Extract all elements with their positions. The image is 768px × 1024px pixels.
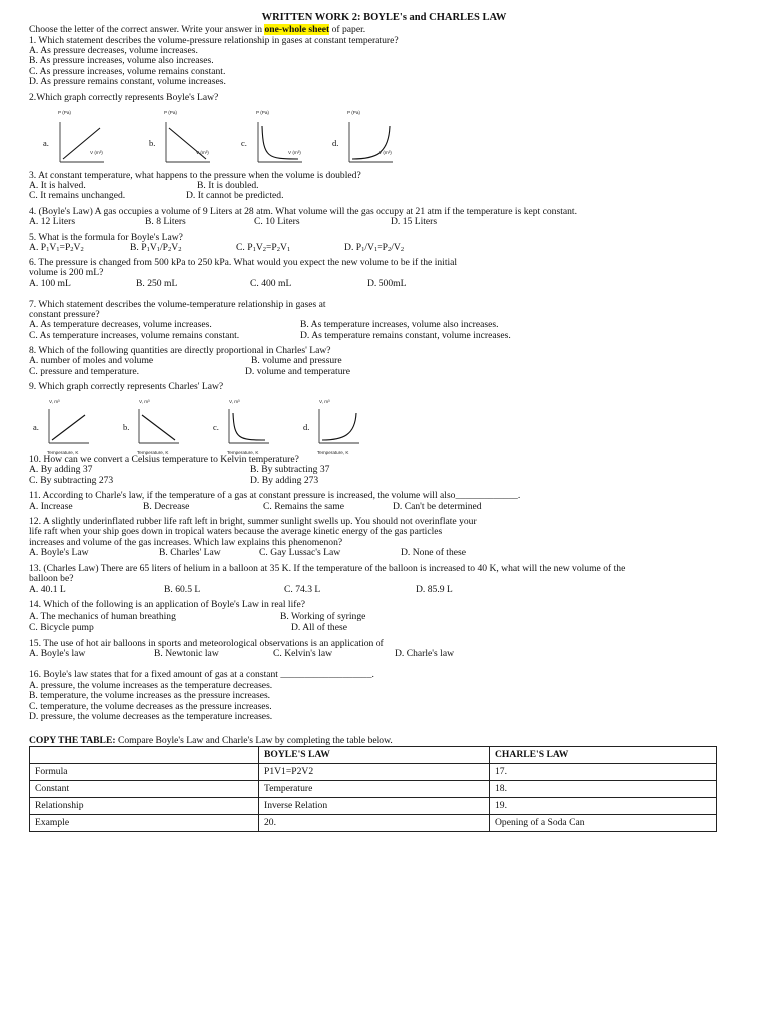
q12-option-c: C. Gay Lussac's Law: [259, 547, 341, 558]
table-row: [30, 798, 717, 815]
q1-option-d: D. As pressure remains constant, volume increases.: [29, 76, 226, 87]
q11-option-a: A. Increase: [29, 501, 73, 512]
graph-y-axis-label: P (Pa): [58, 110, 71, 115]
q4-option-c: C. 10 Liters: [254, 216, 300, 227]
table-cell: 20.: [259, 815, 490, 832]
table-instructions: [29, 736, 393, 747]
graph-x-axis-label: Temperature, K: [227, 450, 259, 455]
table-cell: 18.: [490, 781, 717, 798]
q15-option-b: B. Newtonic law: [154, 648, 219, 659]
q2-graphs: [36, 106, 406, 164]
table-row: [30, 815, 717, 832]
instructions: [29, 25, 365, 36]
q14-option-c: C. Bicycle pump: [29, 622, 94, 633]
q8-option-d: D. volume and temperature: [245, 366, 350, 377]
row-label: Constant: [30, 781, 259, 798]
q12-stem-line2: life raft when your ship goes down in tropical waters because the average kinetic energy of the gas particles: [29, 526, 443, 537]
q12-stem-line3: increases and volume of the gas increases. Which law explains this phenomenon?: [29, 537, 343, 548]
q14-option-d: D. All of these: [291, 622, 347, 633]
graph-y-axis-label: V, m³: [319, 399, 330, 404]
table-cell: Opening of a Soda Can: [490, 815, 717, 832]
q10-stem: 10. How can we convert a Celsius temperature to Kelvin temperature?: [29, 454, 299, 465]
q12-option-d: D. None of these: [401, 547, 467, 558]
q16-option-c: C. temperature, the volume decreases as the pressure increases.: [29, 701, 272, 712]
table-label: COPY THE TABLE:: [29, 735, 116, 746]
q4-stem: 4. (Boyle's Law) A gas occupies a volume of 9 Liters at 28 atm. What volume will the gas occupy at 21 atm if the temperature is kept constant.: [29, 206, 577, 217]
worksheet-title: WRITTEN WORK 2: BOYLE's and CHARLES LAW: [261, 12, 507, 23]
q5-option-b: B. $P_1V_1/P_2V_2$: [130, 242, 182, 253]
q10-option-d: D. By adding 273: [250, 475, 319, 486]
q9-stem: 9. Which graph correctly represents Charles' Law?: [29, 381, 224, 392]
instructions-highlight: one-whole sheet: [264, 24, 330, 35]
q5-option-d: D. $P_1/V_1=P_2/V_2$: [344, 242, 405, 253]
graph-curve: [142, 415, 175, 440]
instructions-text: Choose the letter of the correct answer. Write your answer in: [29, 24, 265, 35]
table-cell: 17.: [490, 764, 717, 781]
q13-option-d: D. 85.9 L: [416, 584, 453, 595]
q7-stem-line2: constant pressure?: [29, 309, 100, 320]
q6-stem-line1: 6. The pressure is changed from 500 kPa to 250 kPa. What would you expect the new volume to be if the initial: [29, 257, 458, 268]
row-label: Formula: [30, 764, 259, 781]
graph-x-axis-label: V (m³): [379, 150, 392, 155]
q11-option-b: B. Decrease: [143, 501, 190, 512]
q6-option-d: D. 500mL: [367, 278, 407, 289]
q8-stem: 8. Which of the following quantities are directly proportional in Charles' Law?: [29, 345, 331, 356]
header-cell-blank: [30, 747, 259, 764]
q13-stem-line1: 13. (Charles Law) There are 65 liters of helium in a balloon at 35 K. If the temperature of the balloon is increased to 40 K, what will the new volume of the: [29, 563, 626, 574]
header-cell-boyles-law: BOYLE'S LAW: [259, 747, 490, 764]
q7-option-a: A. As temperature decreases, volume increases.: [29, 319, 212, 330]
q8-option-a: A. number of moles and volume: [29, 355, 154, 366]
graph-y-axis-label: V, m³: [49, 399, 60, 404]
table-cell: Inverse Relation: [259, 798, 490, 815]
q9-graphs: [30, 396, 390, 458]
graph-letter: d.: [303, 422, 310, 432]
table-instruction-text: Compare Boyle's Law and Charle's Law by completing the table below.: [115, 735, 393, 746]
graph-y-axis-label: V, m³: [229, 399, 240, 404]
instructions-tail: of paper.: [329, 24, 366, 35]
q4-option-a: A. 12 Liters: [29, 216, 76, 227]
table-cell: Temperature: [259, 781, 490, 798]
q16-option-d: D. pressure, the volume decreases as the temperature increases.: [29, 711, 273, 722]
q14-option-a: A. The mechanics of human breathing: [29, 611, 176, 622]
q7-stem-line1: 7. Which statement describes the volume-temperature relationship in gases at: [29, 299, 326, 310]
q3-stem: 3. At constant temperature, what happens to the pressure when the volume is doubled?: [29, 170, 361, 181]
graph-curve: [52, 415, 85, 440]
q2-graph-strip: [36, 106, 406, 164]
q15-option-d: D. Charle's law: [395, 648, 455, 659]
q11-option-c: C. Remains the same: [263, 501, 344, 512]
q8-option-c: C. pressure and temperature.: [29, 366, 140, 377]
q15-stem: 15. The use of hot air balloons in sports and meteorological observations is an application of: [29, 638, 384, 649]
graph-y-axis-label: P (Pa): [347, 110, 360, 115]
graph-x-axis-label: Temperature, K: [317, 450, 349, 455]
q6-option-a: A. 100 mL: [29, 278, 71, 289]
q3-option-c: C. It remains unchanged.: [29, 190, 126, 201]
graph-x-axis-label: Temperature, K: [47, 450, 79, 455]
q8-option-b: B. volume and pressure: [251, 355, 342, 366]
q15-option-c: C. Kelvin's law: [273, 648, 333, 659]
q1-option-a: A. As pressure decreases, volume increases.: [29, 45, 198, 56]
q12-option-b: B. Charles' Law: [159, 547, 221, 558]
q15-option-a: A. Boyle's law: [29, 648, 86, 659]
table-cell: 19.: [490, 798, 717, 815]
q5-option-c: C. $P_1V_2=P_2V_1$: [236, 242, 291, 253]
table-row: [30, 764, 717, 781]
q5-stem: 5. What is the formula for Boyle's Law?: [29, 232, 183, 243]
graph-letter: b.: [149, 138, 156, 148]
q1-stem: 1. Which statement describes the volume-pressure relationship in gases at constant temperature?: [29, 35, 399, 46]
graph-letter: c.: [241, 138, 247, 148]
q4-option-d: D. 15 Liters: [391, 216, 438, 227]
q13-option-c: C. 74.3 L: [284, 584, 321, 595]
q12-stem-line1: 12. A slightly underinflated rubber life raft left in bright, summer sunlight swells up. You should not overinflate your: [29, 516, 477, 527]
q9-graph-strip: [30, 396, 390, 458]
graph-letter: d.: [332, 138, 339, 148]
graph-y-axis-label: P (Pa): [256, 110, 269, 115]
q6-option-b: B. 250 mL: [136, 278, 178, 289]
q10-option-b: B. By subtracting 37: [250, 464, 330, 475]
q10-option-c: C. By subtracting 273: [29, 475, 114, 486]
q6-stem-line2: volume is 200 mL?: [29, 267, 104, 278]
q14-option-b: B. Working of syringe: [280, 611, 366, 622]
header-cell-charles-law: CHARLE'S LAW: [490, 747, 717, 764]
q16-stem: 16. Boyle's law states that for a fixed amount of gas at a constant ___________________.: [29, 669, 374, 680]
graph-letter: c.: [213, 422, 219, 432]
graph-letter: b.: [123, 422, 130, 432]
graph-x-axis-label: V (m³): [90, 150, 103, 155]
q7-option-d: D. As temperature remains constant, volume increases.: [300, 330, 511, 341]
graph-y-axis-label: V, m³: [139, 399, 150, 404]
q2-stem: 2.Which graph correctly represents Boyle's Law?: [29, 92, 219, 103]
graph-x-axis-label: V (m³): [288, 150, 301, 155]
q11-option-d: D. Can't be determined: [393, 501, 482, 512]
q3-option-a: A. It is halved.: [29, 180, 86, 191]
q7-option-c: C. As temperature increases, volume remains constant.: [29, 330, 240, 341]
q13-option-a: A. 40.1 L: [29, 584, 66, 595]
q4-option-b: B. 8 Liters: [145, 216, 186, 227]
q5-option-a: A. $P_1V_1=P_2V_2$: [29, 242, 84, 253]
table-cell: P1V1=P2V2: [259, 764, 490, 781]
q1-option-b: B. As pressure increases, volume also increases.: [29, 55, 214, 66]
q1-option-c: C. As pressure increases, volume remains constant.: [29, 66, 226, 77]
q7-option-b: B. As temperature increases, volume also increases.: [300, 319, 499, 330]
graph-x-axis-label: V (m³): [196, 150, 209, 155]
graph-letter: a.: [43, 138, 49, 148]
graph-y-axis-label: P (Pa): [164, 110, 177, 115]
graph-x-axis-label: Temperature, K: [137, 450, 169, 455]
graph-letter: a.: [33, 422, 39, 432]
table-row: [30, 781, 717, 798]
comparison-table: [29, 746, 717, 832]
q16-option-a: A. pressure, the volume increases as the temperature decreases.: [29, 680, 273, 691]
q11-stem: 11. According to Charle's law, if the temperature of a gas at constant pressure is increased, the volume will also_____________.: [29, 490, 521, 501]
table-header-row: [30, 747, 717, 764]
q14-stem: 14. Which of the following is an application of Boyle's Law in real life?: [29, 599, 305, 610]
graph-curve: [322, 413, 356, 440]
q13-option-b: B. 60.5 L: [164, 584, 201, 595]
q3-option-d: D. It cannot be predicted.: [186, 190, 284, 201]
q6-option-c: C. 400 mL: [250, 278, 292, 289]
graph-curve: [233, 413, 265, 440]
q12-option-a: A. Boyle's Law: [29, 547, 89, 558]
q3-option-b: B. It is doubled.: [197, 180, 259, 191]
q16-option-b: B. temperature, the volume increases as the pressure increases.: [29, 690, 271, 701]
q10-option-a: A. By adding 37: [29, 464, 93, 475]
row-label: Relationship: [30, 798, 259, 815]
q13-stem-line2: balloon be?: [29, 573, 74, 584]
row-label: Example: [30, 815, 259, 832]
